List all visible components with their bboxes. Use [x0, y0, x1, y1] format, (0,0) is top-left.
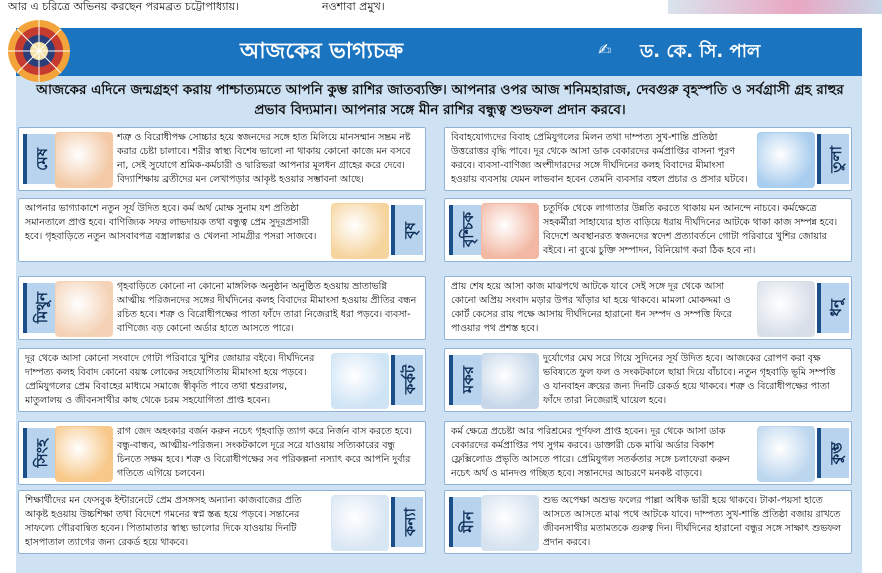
- zodiac-illustration: [331, 203, 389, 259]
- sign-name-tag: [23, 283, 55, 333]
- sign-card: [18, 348, 426, 412]
- sign-card: [444, 421, 852, 485]
- zodiac-wheel-logo: [6, 18, 72, 84]
- sign-name-tag: [391, 355, 423, 405]
- cropped-photo: [668, 0, 882, 14]
- adjacent-article-text: নওশাবা প্রমুখ।: [322, 0, 385, 13]
- author-name: ড. কে. সি. পাল: [640, 41, 761, 62]
- sign-name-tag: [23, 134, 55, 184]
- zodiac-illustration: [481, 353, 539, 409]
- zodiac-illustration: [757, 281, 815, 337]
- zodiac-illustration: [757, 132, 815, 188]
- sign-prediction-text: গৃহবাড়িতে কোনো না কোনো মাঙ্গলিক অনুষ্ঠান অনুষ্ঠিত হওয়ায় ভ্রাতাভগ্নি আত্মীয় পরিজনদের সঙ্গের দীর্ঘদিনের কলহ বিবাদের মীমাংসা হওয়ায় প্রীতির বন্ধন রচিত হবে। শত্রু ও বিরোধীপক্ষের পাতা ফাঁদে তারা নিজেরাই ধরা পড়বে। ব্যবসা-বাণিজ্যে বড় কোনো অর্ডার হাতে আসতে পারে।: [117, 281, 417, 334]
- sign-prediction-text: বিবাহযোগ্যদের বিবাহ প্রেমিযুগলের মিলন তথা দাম্পত্য সুখ-শান্তি প্রতিষ্ঠা উত্তরোত্তর বৃদ্ধি পাবে। দূর থেকে আসা ডাক বেকারদের কর্মপ্রাপ্তির বাসনা পূরণ করবে। ব্যবসা-বাণিজ্য অংশীদারদের সঙ্গে দীর্ঘদিনের কলহ বিবাদের মীমাংসা হওয়ায় ব্যবসায় যেমন লাভবান হবেন তেমনি ব্যবসার বহুল প্রচার ও প্রসার ঘটবে।: [451, 132, 748, 185]
- sign-name-tag: [449, 497, 481, 547]
- zodiac-illustration: [331, 353, 389, 409]
- sign-name-tag: [449, 205, 481, 255]
- sign-card: [18, 127, 426, 191]
- zodiac-illustration: [481, 203, 539, 259]
- sign-card: [18, 276, 426, 340]
- sign-card: [444, 276, 852, 340]
- sign-prediction-text: আপনার ভাগ্যাকাশে নতুন সূর্য উদিত হবে। কর্ম অর্থ মোক্ষ সুনাম যশ প্রতিষ্ঠা সমানতালে প্রাপ্ত হবে। বাণিজ্যিক সফর লাভদায়ক তথা বন্ধুত্ব প্রেম সুদূরপ্রসারী হবে। গৃহবাড়িতে নতুন আসবাবপত্র বস্ত্রালঙ্কার ও খেলনা সামগ্রীর পসরা সাজবে।: [25, 203, 317, 242]
- sign-prediction-text: দুর্যোগের মেঘ সরে গিয়ে সুদিনের সূর্য উদিত হবে। আজকের রোপণ করা বৃক্ষ ভবিষ্যতে ফুল ফল ও সংকটকালে ছায়া দিয়ে বাঁচাবে। নতুন গৃহবাড়ি ভূমি সম্পত্তি ও যানবাহন ক্রয়ের জন্য দিনটি রেকর্ড হয়ে থাকবে। শত্রু ও বিরোধীপক্ষের পাতা ফাঁদে তারা নিজেরাই ঘায়েল হবে।: [543, 353, 836, 406]
- sign-name: সিংহ: [32, 438, 51, 468]
- sign-name-tag: [817, 283, 849, 333]
- sign-prediction-text: শুভ অপেক্ষা অশুভ ফলের পাল্লা অধিক ভারী হয়ে থাকবে। টাকা-পয়সা হাতে আসতে আসতে মাঝ পথে আটকে যাবে। দাম্পত্য সুখ-শান্তি প্রতিষ্ঠা বজায় রাখতে জীবনসাথীর মতামতকে গুরুত্ব দিন। দীর্ঘদিনের হারানো বন্ধুর সঙ্গে সাক্ষাৎ শুভফল প্রদান করবে।: [543, 495, 842, 548]
- sign-card: [18, 490, 426, 554]
- sign-name: কর্কট: [400, 365, 419, 395]
- sign-card: [18, 198, 426, 262]
- sign-name: কুম্ভ: [826, 441, 845, 465]
- zodiac-illustration: [55, 281, 113, 337]
- zodiac-illustration: [757, 426, 815, 482]
- sign-card: [444, 198, 852, 262]
- sign-name: মিথুন: [32, 292, 51, 324]
- zodiac-illustration: [55, 132, 113, 188]
- previous-article-text: আর এ চরিত্রে অভিনয় করছেন পরমব্রত চট্টোপাধ্যায়।: [8, 0, 239, 13]
- sign-name-tag: [817, 134, 849, 184]
- sign-name: মেষ: [32, 147, 51, 171]
- sign-prediction-text: কর্ম ক্ষেত্রে প্রচেষ্টা আর পরিশ্রমের পূর্ণফল প্রাপ্ত হবেন। দূর থেকে আসা ডাক বেকারদের কর্মপ্রাপ্তির পথ সুগম করবে। ডাক্তারী চেক মাঝি অর্ডার বিকাশ ফ্লেক্সিলোড প্রভৃতি আসতে পারে। প্রেমিযুগল সতর্কতার সঙ্গে চলাফেরা করুন নচেৎ অর্থ ও মানদণ্ড গচ্ছিত হবে। সন্তানদের আচরণে মনকষ্ট বাড়বে।: [451, 426, 730, 479]
- sign-name-tag: [817, 428, 849, 478]
- sign-name: বৃষ: [400, 221, 419, 239]
- sign-name: মীন: [458, 511, 477, 533]
- sign-name: কন্যা: [400, 507, 419, 537]
- top-strip: [0, 0, 882, 18]
- sign-prediction-text: চতুর্দিক থেকে লাগাতার উন্নতি করতে থাকায় মন আনন্দে নাচবে। কর্মক্ষেত্রে সহকর্মীরা সাহায্যের হাত বাড়িয়ে ধরায় দীর্ঘদিনের আটকে থাকা কাজ সম্পন্ন হবে। বিদেশে অবস্থানরত স্বজনদের স্বদেশ প্রত্যাবর্তনে গোটা পরিবারে খুশির জোয়ার বইবে। না বুঝে চুক্তি সম্পাদন, বিনিয়োগ করা ঠিক হবে না।: [543, 203, 838, 256]
- pen-icon: ✍: [598, 40, 612, 59]
- sign-name: বৃশ্চিক: [458, 212, 477, 248]
- sign-prediction-text: দূর থেকে আসা কোনো সংবাদে গোটা পরিবারে খুশির জোয়ার বইবে। দীর্ঘদিনের দাম্পত্য কলহ বিবাদ কোনো বয়স্ক লোকের সহযোগিতায় মীমাংসা হয়ে পড়বে। প্রেমিযুগলের প্রেম বিবাহের মাধ্যমে সমাজে স্বীকৃতি পাবে তথা শ্বশুরালয়, মাতুলালয় ও জীবনসাথীর কাছ থেকে চরম সহযোগিতা প্রাপ্ত হবেন।: [25, 353, 315, 406]
- zodiac-illustration: [481, 495, 539, 551]
- sign-name: তুলা: [826, 145, 845, 173]
- sign-name: মকর: [458, 366, 477, 394]
- sign-card: [444, 348, 852, 412]
- intro-paragraph: আজকের এদিনে জন্মগ্রহণ করায় পাশ্চাত্যমতে আপনি কুম্ভ রাশির জাতব্যক্তি। আপনার ওপর আজ শনিমহারাজ, দেবগুরু বৃহস্পতি ও সর্বগ্রাসী গ্রহ রাহুর প্রভাব বিদ্যমান। আপনার সঙ্গে মীন রাশির বন্ধুত্ব শুভফল প্রদান করবে।: [36, 82, 844, 118]
- zodiac-illustration: [331, 495, 389, 551]
- sign-name-tag: [391, 205, 423, 255]
- sign-prediction-text: রাগ জেদ অহংকার বর্জন করুন নচেৎ গৃহবাড়ি ত্যাগ করে নির্জন বাস করতে হবে। বন্ধু-বান্ধব, আত্মীয়-পরিজন। সংকটকালে দূরে সরে যাওয়ায় সত্যিকারের বন্ধু চিনতে সক্ষম হবে। শত্রু ও বিরোধীপক্ষের সব পরিকল্পনা নস্যাৎ করে আপনি দুর্বার গতিতে এগিয়ে চলবেন।: [117, 426, 413, 479]
- sign-name-tag: [449, 355, 481, 405]
- page-title: আজকের ভাগ্যচক্র: [240, 39, 404, 64]
- sign-prediction-text: প্রায় শেষ হয়ে আসা কাজ মাঝপথে আটকে যাবে সেই সঙ্গে দূর থেকে আসা কোনো অপ্রিয় সংবাদ মড়ার উপর খাঁড়ার ঘা হয়ে থাকবে। মামলা মোকদ্দমা ও কোর্ট কেসের রায় পক্ষে আসায় দীর্ঘদিনের হারানো ধন সম্পদ ও সম্পত্তি ফিরে পাওয়ার পথ প্রশস্ত হবে।: [451, 281, 732, 334]
- zodiac-illustration: [55, 426, 113, 482]
- sign-prediction-text: শিক্ষার্থীদের মন ফেসবুক ইন্টারনেটে প্রেম প্রসঙ্গসহ অন্যান্য কাজবাজের প্রতি আকৃষ্ট হওয়ায় উচ্চশিক্ষা তথা বিদেশে গমনের স্বপ্ন স্তব্ধ হয়ে পড়বে। সন্তানের সাফল্যে গৌরবান্বিত হবেন। পিতামাতার স্বাস্থ্য ভালোর দিকে যাওয়ায় দিনটি হাসপাতাল ত্যাগের জন্য রেকর্ড হয়ে থাকবে।: [25, 495, 302, 548]
- sign-card: [444, 127, 852, 191]
- sign-card: [18, 421, 426, 485]
- sign-name-tag: [23, 428, 55, 478]
- sign-card: [444, 490, 852, 554]
- sign-name: ধনু: [826, 299, 845, 317]
- sign-name-tag: [391, 497, 423, 547]
- sign-prediction-text: শত্রু ও বিরোধীপক্ষ সোচ্চার হয়ে স্বজনদের সঙ্গে হাত মিলিয়ে মানসম্মান সম্ভ্রম নষ্ট করার চেষ্টা চালাবে। শরীর স্বাস্থ্য বিশেষ ভালো না থাকায় কোনো কাজে মন বসবে না, সেই সুযোগে শ্রমিক-কর্মচারী ও দ্বারিভরা আপনার মূলধন গ্রাহের করে দেবে। বিদ্যাশিক্ষায় ব্রতীদের মন লেখাপড়ার আকৃষ্ট হওয়ার সম্ভাবনা আছে।: [117, 132, 411, 185]
